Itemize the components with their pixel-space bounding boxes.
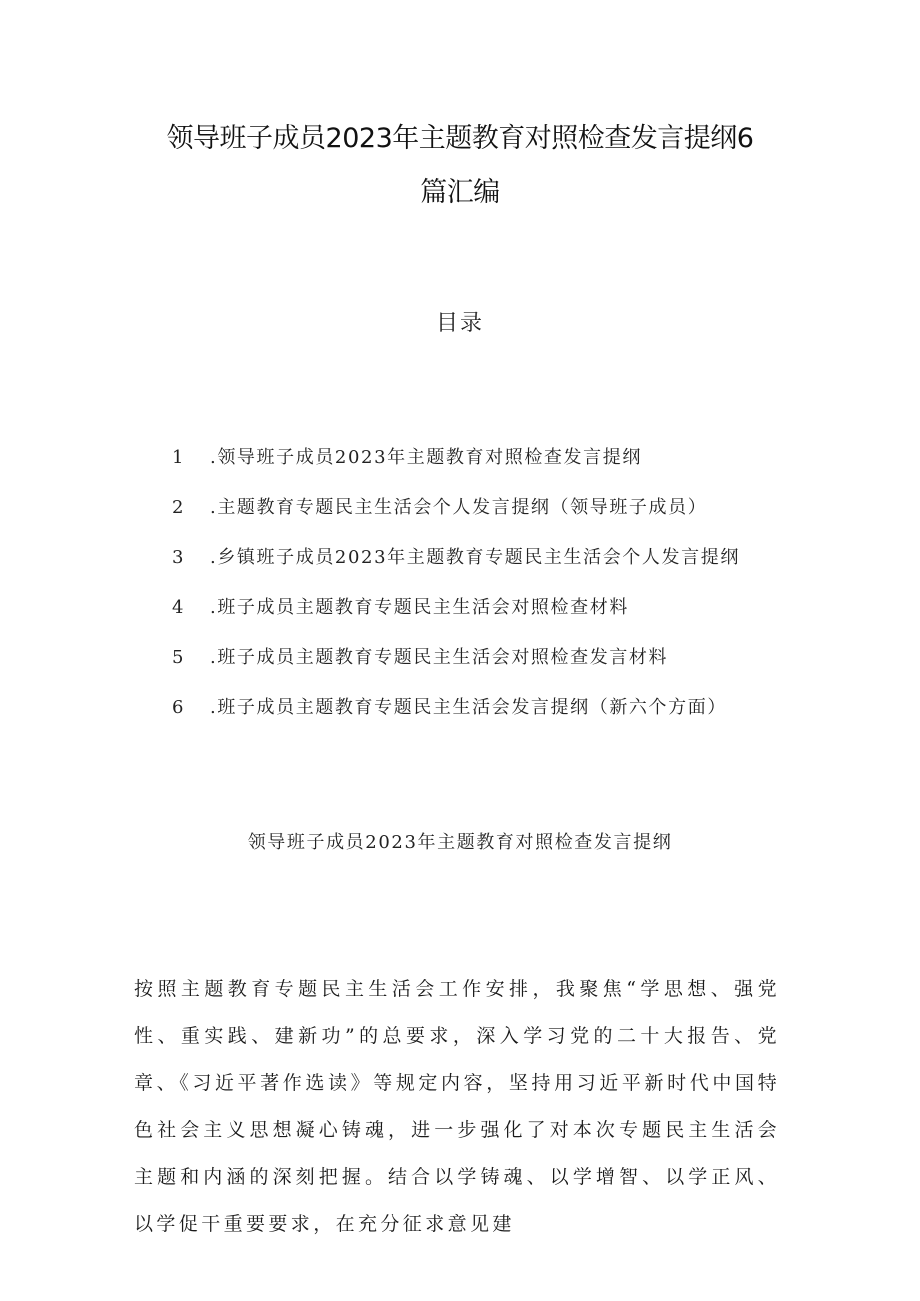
toc-heading: 目录 <box>435 311 484 336</box>
toc-item[interactable] <box>172 440 740 490</box>
table-of-contents <box>172 440 740 740</box>
toc-item-label: .班子成员主题教育专题民主生活会对照检查发言材料 <box>210 647 669 668</box>
toc-item-label: .乡镇班子成员2023年主题教育专题民主生活会个人发言提纲 <box>210 547 740 568</box>
toc-item-label: .领导班子成员2023年主题教育对照检查发言提纲 <box>210 447 642 468</box>
toc-item[interactable] <box>172 640 740 690</box>
toc-item-number: 5 <box>172 647 186 668</box>
toc-item-label: .班子成员主题教育专题民主生活会对照检查材料 <box>210 597 629 618</box>
toc-item[interactable] <box>172 590 740 640</box>
toc-item-label: .主题教育专题民主生活会个人发言提纲（领导班子成员） <box>210 497 708 518</box>
document-title: 领导班子成员2023年主题教育对照检查发言提纲6篇汇编 <box>166 123 754 208</box>
toc-item[interactable] <box>172 690 740 740</box>
toc-item[interactable] <box>172 540 740 590</box>
toc-item-label: .班子成员主题教育专题民主生活会发言提纲（新六个方面） <box>210 697 727 718</box>
toc-item-number: 6 <box>172 697 186 718</box>
toc-item-number: 3 <box>172 547 186 568</box>
toc-item-number: 2 <box>172 497 186 518</box>
toc-item-number: 1 <box>172 447 186 468</box>
section-title: 领导班子成员2023年主题教育对照检查发言提纲 <box>247 832 673 853</box>
body-paragraph: 按照主题教育专题民主生活会工作安排，我聚焦“学思想、强党性、重实践、建新功”的总要求，深入学习党的二十大报告、党章、《习近平著作选读》等规定内容，坚持用习近平新时代中国特色社会主义思想凝心铸魂，进一步强化了对本次专题民主生活会主题和内涵的深刻把握。结合以学铸魂、以学增智、以学正风、以学促干重要要求，在充分征求意见建 <box>134 978 780 1235</box>
toc-item[interactable] <box>172 490 740 540</box>
toc-item-number: 4 <box>172 597 186 618</box>
